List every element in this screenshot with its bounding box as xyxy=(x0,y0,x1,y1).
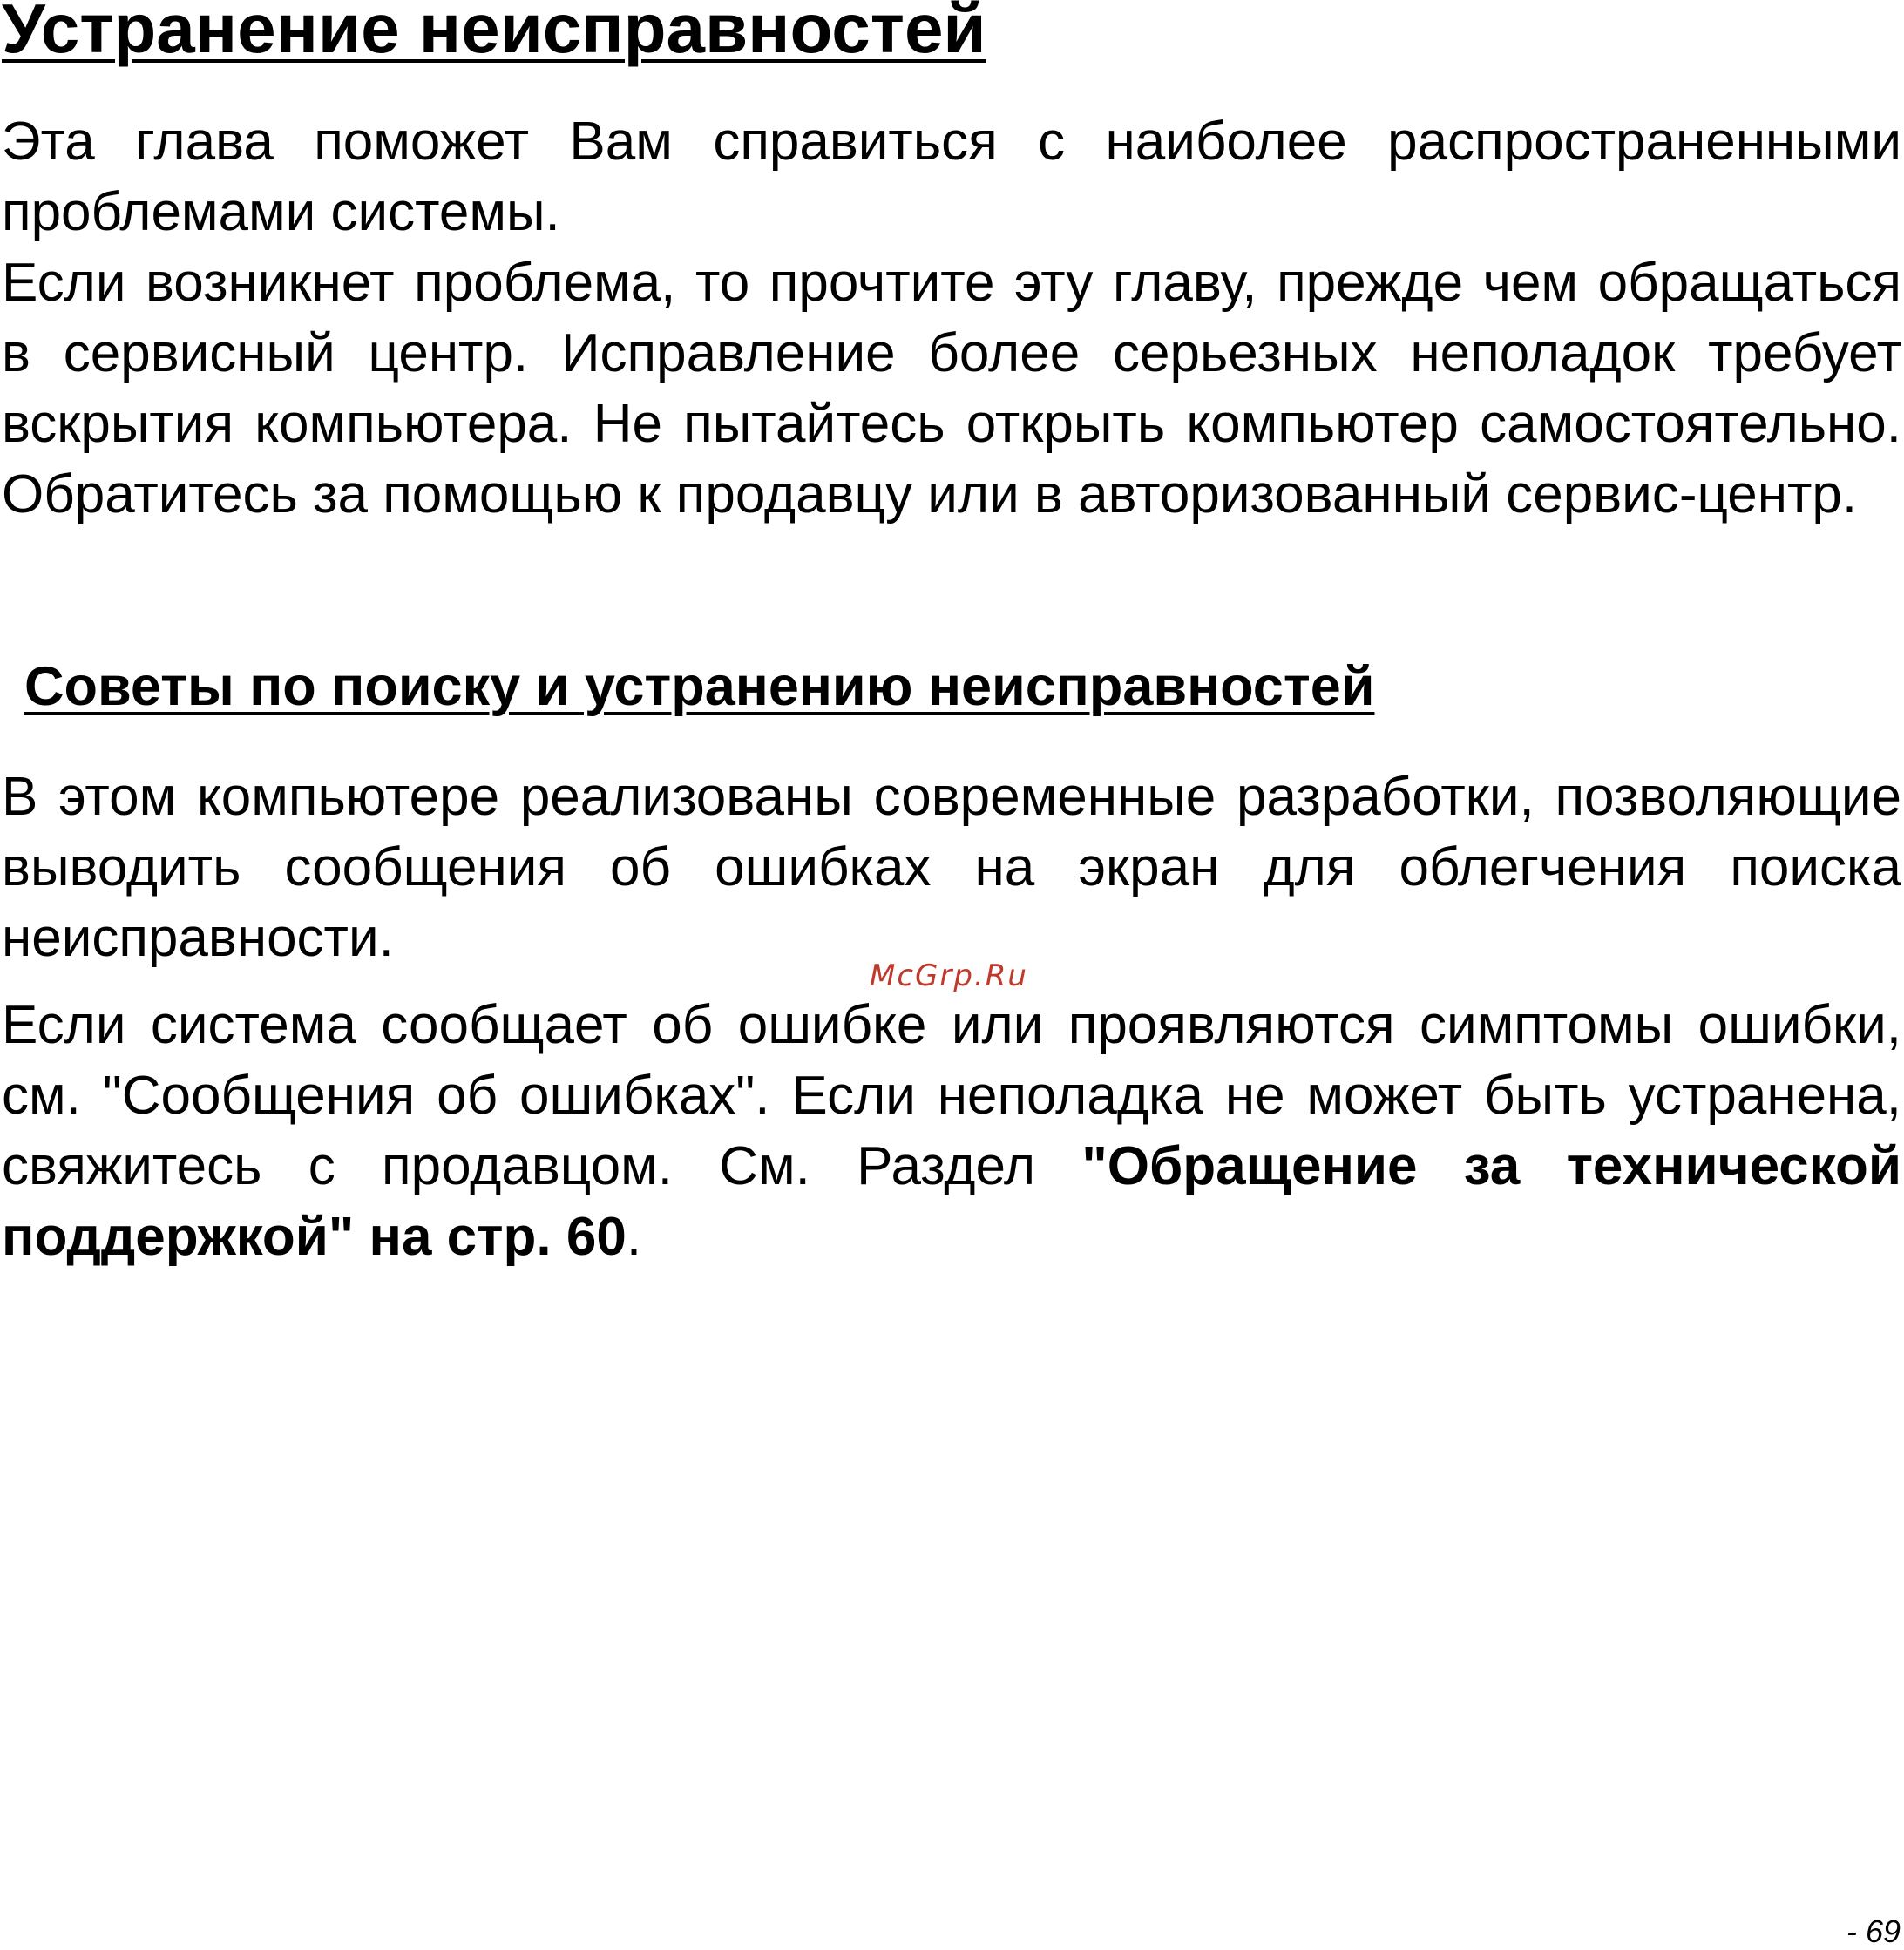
tips-paragraph-errors xyxy=(2,990,1901,1272)
tips-text-end: . xyxy=(626,1207,642,1267)
tips-text: Если система сообщает об ошибке или проявляются симптомы ошибки, см. "Сообщения об ошибках". Если неполадка не может быть устранена, свяжитесь с продавцом. См. Раздел xyxy=(2,995,1901,1196)
intro-paragraph-advice: Если возникнет проблема, то прочтите эту главу, прежде чем обращаться в сервисный центр. Исправление более серьезных неполадок требует вскрытия компьютера. Не пытайтесь открыть компьютер самостоятельно. Обратитесь за помощью к продавцу или в авторизованный сервис-центр. xyxy=(2,253,1901,525)
support-reference-link[interactable]: "Обращение за технической поддержкой" на стр. 60 xyxy=(2,1136,1901,1267)
page-number: - 69 xyxy=(1846,1913,1901,1949)
watermark-text: McGrp.Ru xyxy=(870,958,1028,993)
section-title: Советы по поиску и устранению неисправностей xyxy=(24,656,1375,717)
tips-paragraph: В этом компьютере реализованы современные разработки, позволяющие выводить сообщения об ошибках на экран для облегчения поиска неисправности. xyxy=(2,767,1901,968)
intro-paragraph: Эта глава поможет Вам справиться с наиболее распространенными проблемами системы. xyxy=(2,112,1901,242)
page-title: Устранение неисправностей xyxy=(2,0,986,67)
